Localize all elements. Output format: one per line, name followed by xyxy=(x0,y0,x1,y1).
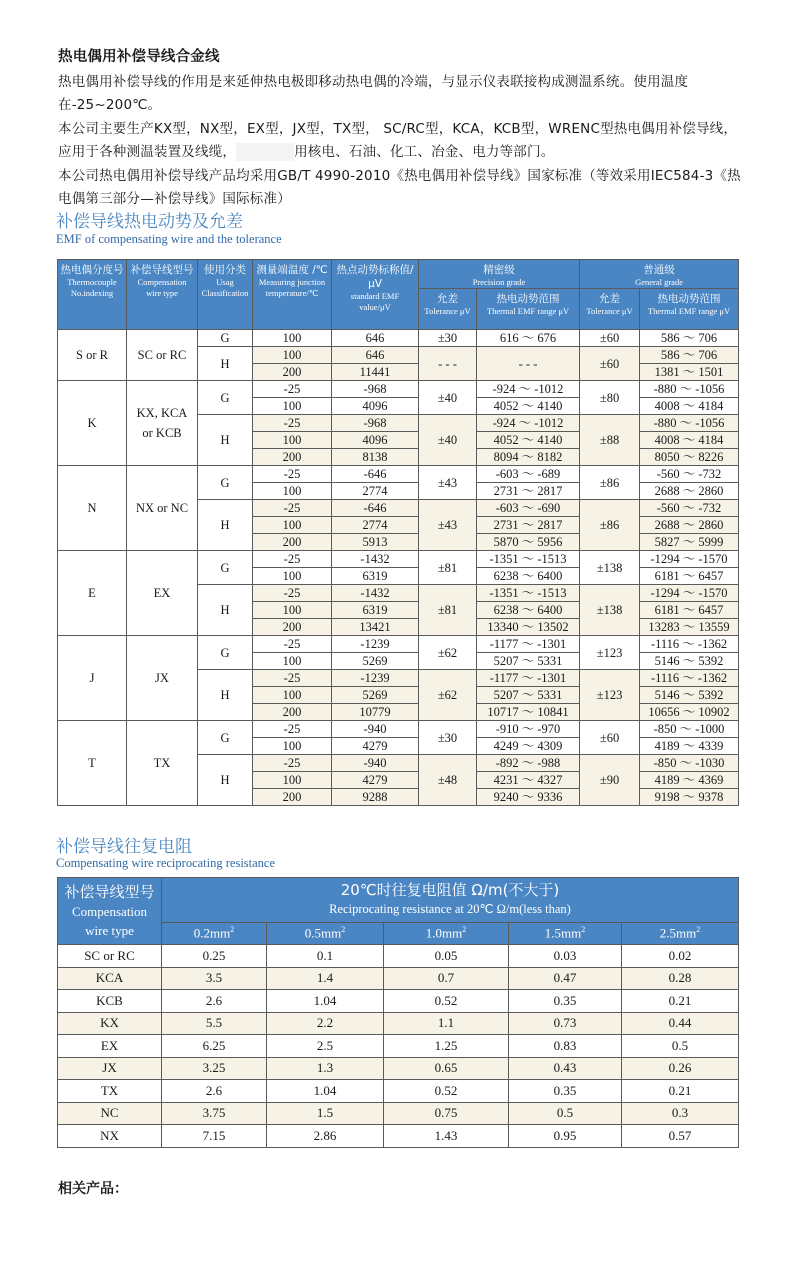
general-range-cell: 1381 ～ 1501 xyxy=(640,364,739,381)
precision-range-cell: 9240 ～ 9336 xyxy=(477,789,580,806)
temperature-cell: 200 xyxy=(253,449,332,466)
precision-tolerance-cell: ±30 xyxy=(419,330,477,347)
temperature-cell: 100 xyxy=(253,398,332,415)
usage-class-cell: H xyxy=(198,585,253,636)
res-value-cell: 0.05 xyxy=(384,945,509,968)
wire-type-cell: SC or RC xyxy=(127,330,198,381)
temperature-cell: 100 xyxy=(253,687,332,704)
precision-tolerance-cell: - - - xyxy=(419,347,477,381)
general-range-cell: -880 ～ -1056 xyxy=(640,415,739,432)
res-row xyxy=(58,1125,739,1148)
res-value-cell: 6.25 xyxy=(162,1035,267,1058)
header-precision-tolerance: 允差 Tolerance μV xyxy=(419,289,477,330)
res-value-cell: 0.5 xyxy=(509,1102,622,1125)
precision-range-cell: 4052 ～ 4140 xyxy=(477,398,580,415)
res-value-cell: 3.5 xyxy=(162,967,267,990)
emf-value-cell: -646 xyxy=(332,500,419,517)
temperature-cell: -25 xyxy=(253,755,332,772)
emf-value-cell: 11441 xyxy=(332,364,419,381)
header-usage: 使用分类 Usag Classification xyxy=(198,260,253,330)
general-tolerance-cell: ±138 xyxy=(580,551,640,585)
res-value-cell: 2.86 xyxy=(267,1125,384,1148)
general-range-cell: 13283 ～ 13559 xyxy=(640,619,739,636)
temperature-cell: -25 xyxy=(253,585,332,602)
res-value-cell: 1.1 xyxy=(384,1012,509,1035)
res-column-header xyxy=(384,923,509,945)
temperature-cell: -25 xyxy=(253,381,332,398)
res-value-cell: 0.35 xyxy=(509,990,622,1013)
intro-paragraph-2b: 用核电、石油、化工、冶金、电力等部门。 xyxy=(294,144,555,160)
emf-value-cell: 13421 xyxy=(332,619,419,636)
res-column-header xyxy=(622,923,739,945)
temperature-cell: 100 xyxy=(253,330,332,347)
header-temperature: 测量端温度 /℃ Measuring junction temperature/℃ xyxy=(253,260,332,330)
res-value-cell: 3.75 xyxy=(162,1102,267,1125)
res-value-cell: 0.83 xyxy=(509,1035,622,1058)
usage-class-cell: H xyxy=(198,415,253,466)
general-range-cell: 2688 ～ 2860 xyxy=(640,483,739,500)
res-value-cell: 1.43 xyxy=(384,1125,509,1148)
res-value-cell: 2.6 xyxy=(162,990,267,1013)
temperature-cell: 200 xyxy=(253,364,332,381)
usage-class-cell: G xyxy=(198,551,253,585)
res-column-label: 0.5mm xyxy=(304,925,342,941)
temperature-cell: 100 xyxy=(253,432,332,449)
emf-value-cell: -646 xyxy=(332,466,419,483)
emf-value-cell: 2774 xyxy=(332,517,419,534)
res-row xyxy=(58,990,739,1013)
emf-value-cell: -1239 xyxy=(332,636,419,653)
thermocouple-cell: T xyxy=(58,721,127,806)
res-column-label: 1.0mm xyxy=(425,925,463,941)
res-value-cell: 2.2 xyxy=(267,1012,384,1035)
res-row xyxy=(58,1012,739,1035)
header-precision-range: 热电动势范围 Thermal EMF range μV xyxy=(477,289,580,330)
general-tolerance-cell: ±123 xyxy=(580,670,640,721)
general-range-cell: 5827 ～ 5999 xyxy=(640,534,739,551)
intro-paragraph-2 xyxy=(58,118,748,165)
header-precision-grade: 精密级 Precision grade xyxy=(419,260,580,289)
res-wire-type-cell: KCA xyxy=(58,967,162,990)
res-value-cell: 2.5 xyxy=(267,1035,384,1058)
res-column-label: 2.5mm xyxy=(659,925,697,941)
general-range-cell: 4008 ～ 4184 xyxy=(640,398,739,415)
thermocouple-cell: J xyxy=(58,636,127,721)
resistance-table-body xyxy=(58,945,739,1148)
general-range-cell: 586 ～ 706 xyxy=(640,347,739,364)
usage-class-cell: H xyxy=(198,670,253,721)
general-tolerance-cell: ±86 xyxy=(580,466,640,500)
res-value-cell: 1.04 xyxy=(267,990,384,1013)
precision-range-cell: -924 ～ -1012 xyxy=(477,415,580,432)
temperature-cell: 200 xyxy=(253,704,332,721)
wire-type-cell: TX xyxy=(127,721,198,806)
res-value-cell: 0.21 xyxy=(622,1080,739,1103)
precision-tolerance-cell: ±43 xyxy=(419,466,477,500)
thermocouple-cell: K xyxy=(58,381,127,466)
general-range-cell: 586 ～ 706 xyxy=(640,330,739,347)
usage-class-cell: H xyxy=(198,755,253,806)
emf-row xyxy=(58,381,739,398)
temperature-cell: -25 xyxy=(253,415,332,432)
general-tolerance-cell: ±138 xyxy=(580,585,640,636)
emf-value-cell: -1432 xyxy=(332,551,419,568)
general-range-cell: 4189 ～ 4339 xyxy=(640,738,739,755)
temperature-cell: -25 xyxy=(253,551,332,568)
res-value-cell: 0.47 xyxy=(509,967,622,990)
header-general-range: 热电动势范围 Thermal EMF range μV xyxy=(640,289,739,330)
temperature-cell: 200 xyxy=(253,534,332,551)
emf-row xyxy=(58,551,739,568)
emf-value-cell: 2774 xyxy=(332,483,419,500)
precision-range-cell: 5207 ～ 5331 xyxy=(477,687,580,704)
usage-class-cell: H xyxy=(198,500,253,551)
res-value-cell: 1.25 xyxy=(384,1035,509,1058)
emf-value-cell: 646 xyxy=(332,330,419,347)
general-tolerance-cell: ±90 xyxy=(580,755,640,806)
precision-range-cell: -1177 ～ -1301 xyxy=(477,670,580,687)
temperature-cell: 200 xyxy=(253,789,332,806)
intro-paragraph-3: 本公司热电偶用补偿导线产品均采用GB/T 4990-2010《热电偶用补偿导线》国家标准（等效采用IEC584-3《热电偶第三部分—补偿导线》国际标准） xyxy=(58,167,741,207)
usage-class-cell: G xyxy=(198,466,253,500)
res-value-cell: 0.35 xyxy=(509,1080,622,1103)
general-tolerance-cell: ±60 xyxy=(580,721,640,755)
precision-range-cell: -1177 ～ -1301 xyxy=(477,636,580,653)
usage-class-cell: G xyxy=(198,721,253,755)
redacted-blank xyxy=(236,143,294,161)
res-value-cell: 0.95 xyxy=(509,1125,622,1148)
precision-range-cell: 4249 ～ 4309 xyxy=(477,738,580,755)
general-range-cell: 10656 ～ 10902 xyxy=(640,704,739,721)
emf-value-cell: -940 xyxy=(332,721,419,738)
section-emf-title-cn: 补偿导线热电动势及允差 xyxy=(56,212,243,232)
wire-type-cell: NX or NC xyxy=(127,466,198,551)
emf-value-cell: -1432 xyxy=(332,585,419,602)
res-value-cell: 1.4 xyxy=(267,967,384,990)
general-range-cell: -560 ～ -732 xyxy=(640,466,739,483)
res-value-cell: 0.26 xyxy=(622,1057,739,1080)
res-column-header xyxy=(509,923,622,945)
precision-range-cell: -603 ～ -689 xyxy=(477,466,580,483)
precision-range-cell: 616 ～ 676 xyxy=(477,330,580,347)
precision-range-cell: -892 ～ -988 xyxy=(477,755,580,772)
temperature-cell: 200 xyxy=(253,619,332,636)
general-range-cell: -1294 ～ -1570 xyxy=(640,551,739,568)
temperature-cell: 100 xyxy=(253,347,332,364)
precision-range-cell: -910 ～ -970 xyxy=(477,721,580,738)
res-row xyxy=(58,1035,739,1058)
thermocouple-cell: S or R xyxy=(58,330,127,381)
temperature-cell: 100 xyxy=(253,772,332,789)
general-tolerance-cell: ±60 xyxy=(580,347,640,381)
precision-range-cell: - - - xyxy=(477,347,580,381)
res-column-label: 1.5mm xyxy=(544,925,582,941)
temperature-cell: 100 xyxy=(253,568,332,585)
general-tolerance-cell: ±86 xyxy=(580,500,640,551)
header-general-grade: 普通级 General grade xyxy=(580,260,739,289)
temperature-cell: 100 xyxy=(253,653,332,670)
res-value-cell: 0.52 xyxy=(384,1080,509,1103)
res-value-cell: 0.75 xyxy=(384,1102,509,1125)
precision-tolerance-cell: ±62 xyxy=(419,636,477,670)
emf-value-cell: -940 xyxy=(332,755,419,772)
res-wire-type-cell: NC xyxy=(58,1102,162,1125)
res-wire-type-cell: NX xyxy=(58,1125,162,1148)
res-value-cell: 0.65 xyxy=(384,1057,509,1080)
temperature-cell: 100 xyxy=(253,738,332,755)
thermocouple-cell: N xyxy=(58,466,127,551)
general-range-cell: -850 ～ -1030 xyxy=(640,755,739,772)
header-standard-emf: 热点动势标称值/μV standard EMF value/μV xyxy=(332,260,419,330)
emf-table xyxy=(57,259,739,806)
thermocouple-cell: E xyxy=(58,551,127,636)
precision-tolerance-cell: ±40 xyxy=(419,415,477,466)
header-thermocouple: 热电偶分度号 Thermocouple No.indexing xyxy=(58,260,127,330)
emf-value-cell: 8138 xyxy=(332,449,419,466)
res-value-cell: 0.3 xyxy=(622,1102,739,1125)
res-wire-type-cell: TX xyxy=(58,1080,162,1103)
intro-paragraph-1: 热电偶用补偿导线的作用是来延伸热电极即移动热电偶的冷端，与显示仪表联接构成测温系统。使用温度在-25~200℃。 xyxy=(58,73,689,113)
general-range-cell: 5146 ～ 5392 xyxy=(640,653,739,670)
emf-value-cell: 5269 xyxy=(332,653,419,670)
usage-class-cell: G xyxy=(198,381,253,415)
temperature-cell: -25 xyxy=(253,466,332,483)
precision-range-cell: 8094 ～ 8182 xyxy=(477,449,580,466)
res-value-cell: 0.02 xyxy=(622,945,739,968)
emf-value-cell: 646 xyxy=(332,347,419,364)
res-value-cell: 2.6 xyxy=(162,1080,267,1103)
precision-tolerance-cell: ±81 xyxy=(419,551,477,585)
res-value-cell: 0.1 xyxy=(267,945,384,968)
general-range-cell: -1116 ～ -1362 xyxy=(640,636,739,653)
precision-range-cell: 2731 ～ 2817 xyxy=(477,517,580,534)
general-range-cell: 5146 ～ 5392 xyxy=(640,687,739,704)
precision-range-cell: 5870 ～ 5956 xyxy=(477,534,580,551)
precision-range-cell: 2731 ～ 2817 xyxy=(477,483,580,500)
section-emf-title-en: EMF of compensating wire and the tolerance xyxy=(56,232,282,246)
res-row xyxy=(58,1102,739,1125)
precision-range-cell: 4231 ～ 4327 xyxy=(477,772,580,789)
res-wire-type-cell: SC or RC xyxy=(58,945,162,968)
temperature-cell: 100 xyxy=(253,517,332,534)
emf-value-cell: 4279 xyxy=(332,772,419,789)
res-value-cell: 0.28 xyxy=(622,967,739,990)
general-range-cell: 9198 ～ 9378 xyxy=(640,789,739,806)
general-range-cell: -1294 ～ -1570 xyxy=(640,585,739,602)
res-column-sup: 2 xyxy=(341,925,346,935)
intro-text xyxy=(58,46,748,212)
precision-tolerance-cell: ±30 xyxy=(419,721,477,755)
emf-row xyxy=(58,466,739,483)
wire-type-cell: KX, KCA or KCB xyxy=(127,381,198,466)
precision-tolerance-cell: ±81 xyxy=(419,585,477,636)
general-tolerance-cell: ±60 xyxy=(580,330,640,347)
header-wire-type: 补偿导线型号 Compensation wire type xyxy=(127,260,198,330)
precision-range-cell: -1351 ～ -1513 xyxy=(477,551,580,568)
res-wire-type-cell: EX xyxy=(58,1035,162,1058)
general-range-cell: -880 ～ -1056 xyxy=(640,381,739,398)
section-resistance-title-cn: 补偿导线往复电阻 xyxy=(56,837,192,857)
emf-value-cell: 9288 xyxy=(332,789,419,806)
res-value-cell: 1.3 xyxy=(267,1057,384,1080)
emf-value-cell: 10779 xyxy=(332,704,419,721)
wire-type-cell: EX xyxy=(127,551,198,636)
res-column-sup: 2 xyxy=(230,925,235,935)
res-row xyxy=(58,1057,739,1080)
res-value-cell: 0.73 xyxy=(509,1012,622,1035)
resistance-table xyxy=(57,877,739,1148)
res-header-title: 20℃时往复电阻值 Ω/m(不大于) Reciprocating resistance at 20℃ Ω/m(less than) xyxy=(162,878,739,923)
usage-class-cell: G xyxy=(198,636,253,670)
res-value-cell: 7.15 xyxy=(162,1125,267,1148)
emf-value-cell: 4279 xyxy=(332,738,419,755)
general-range-cell: -560 ～ -732 xyxy=(640,500,739,517)
general-range-cell: -1116 ～ -1362 xyxy=(640,670,739,687)
res-value-cell: 1.5 xyxy=(267,1102,384,1125)
precision-tolerance-cell: ±43 xyxy=(419,500,477,551)
res-wire-type-cell: KX xyxy=(58,1012,162,1035)
temperature-cell: 100 xyxy=(253,602,332,619)
precision-range-cell: -603 ～ -690 xyxy=(477,500,580,517)
res-value-cell: 0.21 xyxy=(622,990,739,1013)
intro-paragraph-2a: 本公司主要生产KX型，NX型，EX型，JX型，TX型， SC/RC型，KCA，KCB型，WRENC型热电偶用补偿导线，应用于各种测温装置及线缆， xyxy=(58,120,738,160)
general-range-cell: 6181 ～ 6457 xyxy=(640,602,739,619)
res-column-header xyxy=(267,923,384,945)
general-range-cell: 4189 ～ 4369 xyxy=(640,772,739,789)
res-row xyxy=(58,945,739,968)
res-wire-type-cell: JX xyxy=(58,1057,162,1080)
header-general-tolerance: 允差 Tolerance μV xyxy=(580,289,640,330)
emf-value-cell: -1239 xyxy=(332,670,419,687)
usage-class-cell: H xyxy=(198,347,253,381)
res-value-cell: 5.5 xyxy=(162,1012,267,1035)
general-range-cell: -850 ～ -1000 xyxy=(640,721,739,738)
res-value-cell: 0.43 xyxy=(509,1057,622,1080)
emf-row xyxy=(58,636,739,653)
precision-range-cell: -1351 ～ -1513 xyxy=(477,585,580,602)
res-value-cell: 0.5 xyxy=(622,1035,739,1058)
emf-row xyxy=(58,330,739,347)
res-value-cell: 0.44 xyxy=(622,1012,739,1035)
general-tolerance-cell: ±80 xyxy=(580,381,640,415)
precision-range-cell: -924 ～ -1012 xyxy=(477,381,580,398)
res-column-sup: 2 xyxy=(581,925,586,935)
usage-class-cell: G xyxy=(198,330,253,347)
general-range-cell: 4008 ～ 4184 xyxy=(640,432,739,449)
emf-value-cell: -968 xyxy=(332,381,419,398)
intro-heading: 热电偶用补偿导线合金线 xyxy=(58,49,220,65)
precision-range-cell: 6238 ～ 6400 xyxy=(477,602,580,619)
res-value-cell: 0.57 xyxy=(622,1125,739,1148)
emf-value-cell: 5913 xyxy=(332,534,419,551)
res-header-type: 补偿导线型号 Compensation wire type xyxy=(58,878,162,945)
emf-row xyxy=(58,721,739,738)
res-value-cell: 3.25 xyxy=(162,1057,267,1080)
res-value-cell: 0.25 xyxy=(162,945,267,968)
emf-value-cell: 5269 xyxy=(332,687,419,704)
general-tolerance-cell: ±88 xyxy=(580,415,640,466)
res-column-header xyxy=(162,923,267,945)
temperature-cell: 100 xyxy=(253,483,332,500)
res-value-cell: 0.52 xyxy=(384,990,509,1013)
emf-value-cell: 4096 xyxy=(332,398,419,415)
res-column-label: 0.2mm xyxy=(193,925,231,941)
res-wire-type-cell: KCB xyxy=(58,990,162,1013)
emf-table-body xyxy=(58,330,739,806)
precision-range-cell: 13340 ～ 13502 xyxy=(477,619,580,636)
res-value-cell: 1.04 xyxy=(267,1080,384,1103)
temperature-cell: -25 xyxy=(253,636,332,653)
res-value-cell: 0.7 xyxy=(384,967,509,990)
wire-type-cell: JX xyxy=(127,636,198,721)
emf-value-cell: 6319 xyxy=(332,602,419,619)
res-row xyxy=(58,967,739,990)
general-tolerance-cell: ±123 xyxy=(580,636,640,670)
precision-tolerance-cell: ±62 xyxy=(419,670,477,721)
temperature-cell: -25 xyxy=(253,670,332,687)
general-range-cell: 8050 ～ 8226 xyxy=(640,449,739,466)
general-range-cell: 2688 ～ 2860 xyxy=(640,517,739,534)
section-resistance-title-en: Compensating wire reciprocating resistance xyxy=(56,856,276,870)
precision-range-cell: 4052 ～ 4140 xyxy=(477,432,580,449)
emf-value-cell: 6319 xyxy=(332,568,419,585)
res-row xyxy=(58,1080,739,1103)
res-column-sup: 2 xyxy=(462,925,467,935)
related-products-label: 相关产品： xyxy=(58,1181,128,1197)
res-value-cell: 0.03 xyxy=(509,945,622,968)
emf-value-cell: -968 xyxy=(332,415,419,432)
precision-range-cell: 6238 ～ 6400 xyxy=(477,568,580,585)
general-range-cell: 6181 ～ 6457 xyxy=(640,568,739,585)
temperature-cell: -25 xyxy=(253,721,332,738)
precision-tolerance-cell: ±48 xyxy=(419,755,477,806)
emf-value-cell: 4096 xyxy=(332,432,419,449)
temperature-cell: -25 xyxy=(253,500,332,517)
precision-range-cell: 5207 ～ 5331 xyxy=(477,653,580,670)
precision-tolerance-cell: ±40 xyxy=(419,381,477,415)
precision-range-cell: 10717 ～ 10841 xyxy=(477,704,580,721)
res-column-sup: 2 xyxy=(696,925,701,935)
